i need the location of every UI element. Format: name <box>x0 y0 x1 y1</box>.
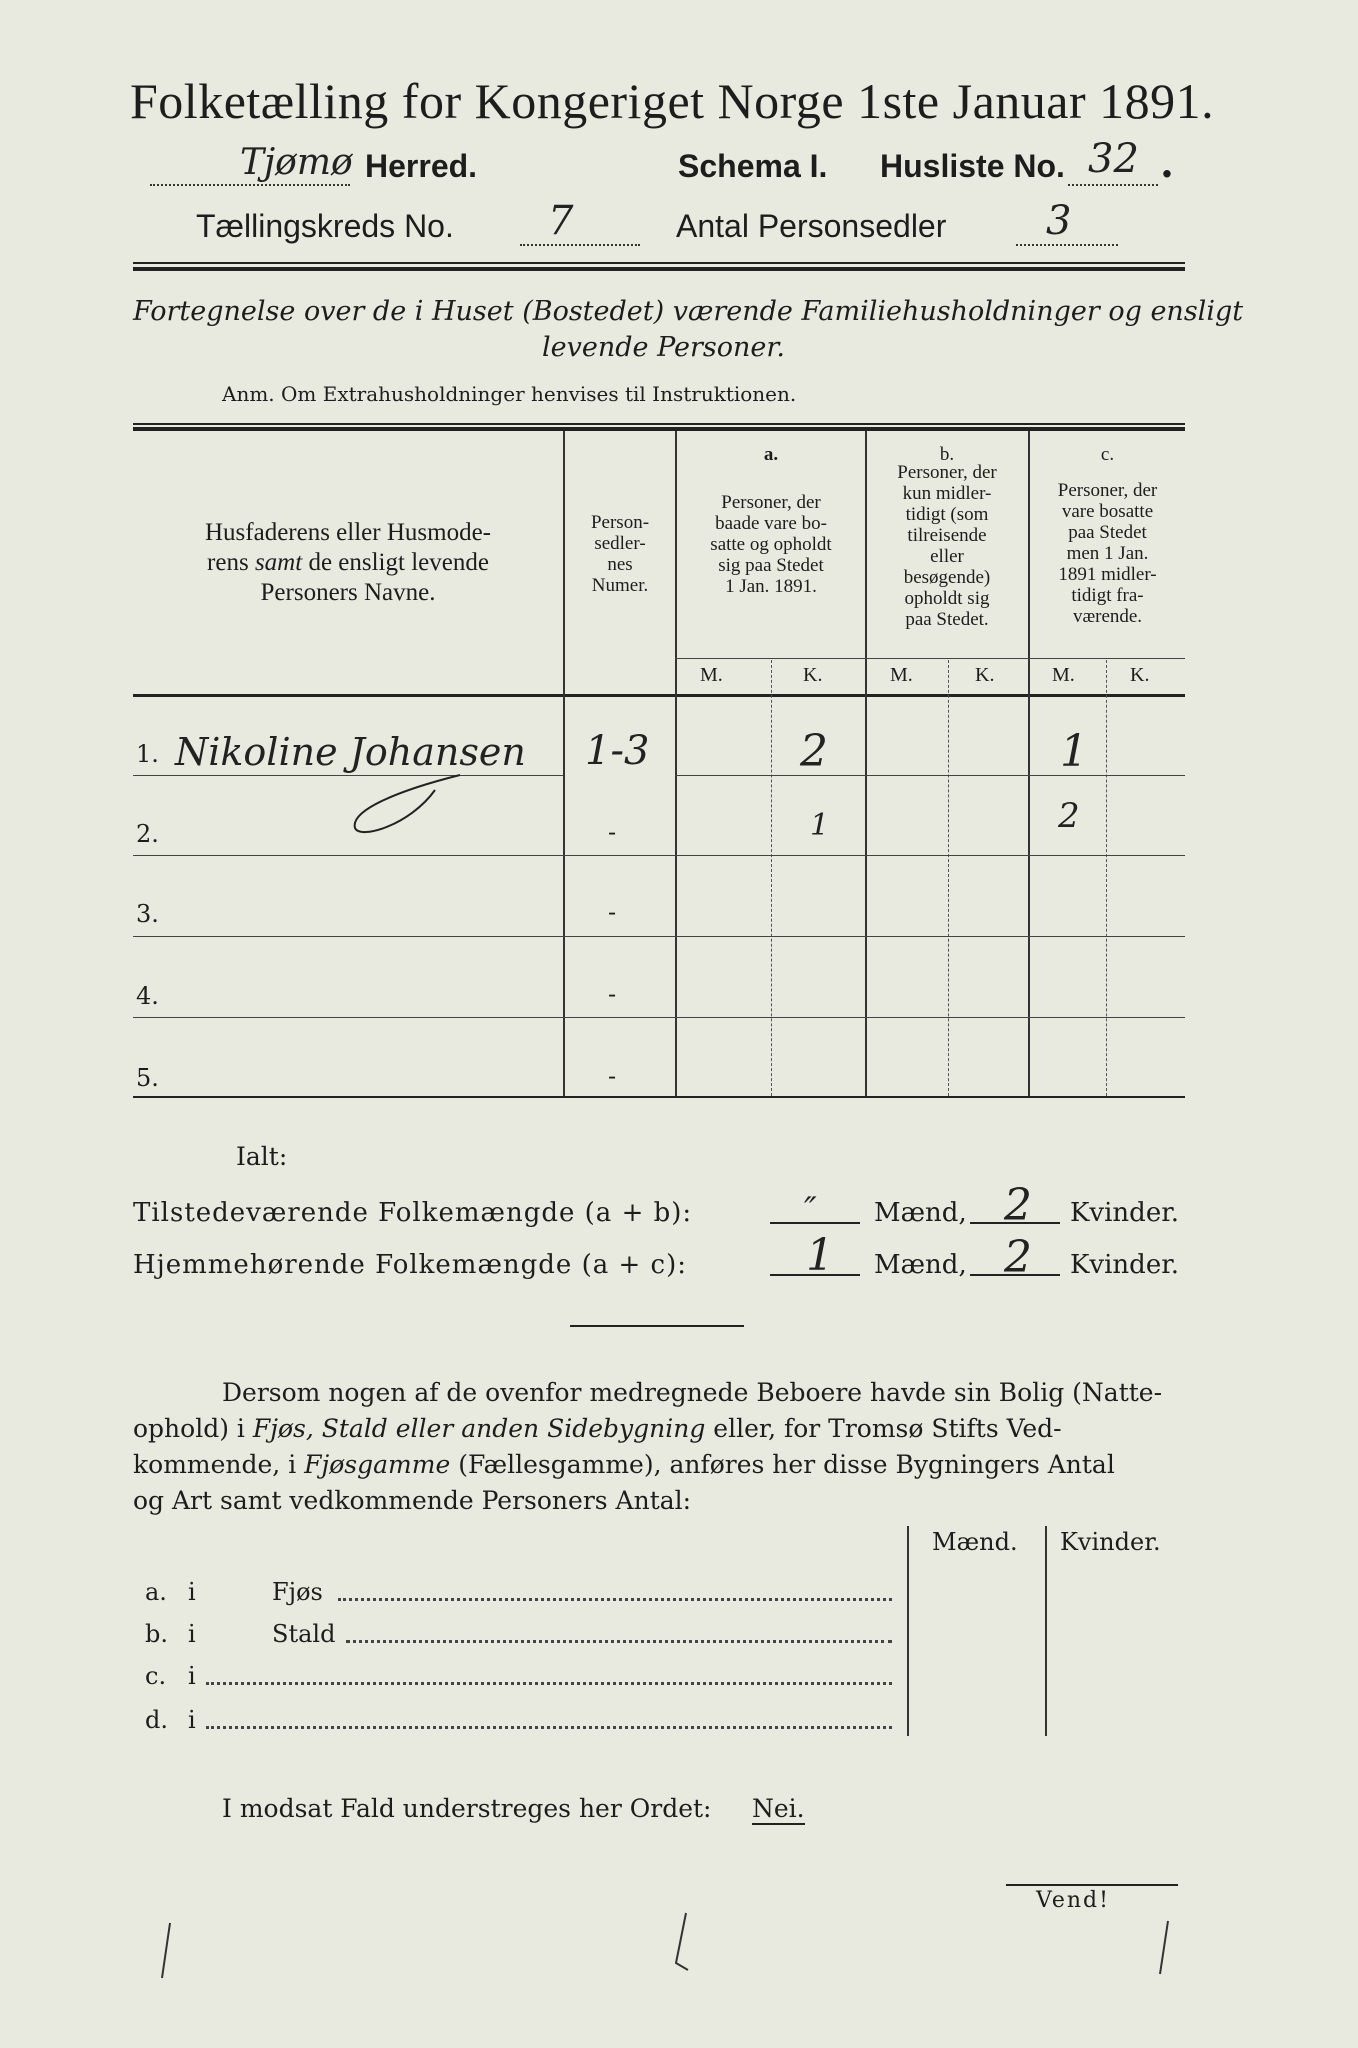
hjemme-m-value: 1 <box>806 1230 834 1281</box>
col-divider-b-mk <box>948 660 949 1096</box>
name-col-header <box>140 518 556 608</box>
antal-field[interactable] <box>1016 198 1118 246</box>
building-item-label: Fjøs <box>272 1578 323 1606</box>
modsat-word[interactable]: Nei. <box>752 1794 805 1823</box>
num-header-line: Numer. <box>591 575 649 596</box>
row-num: 1-3 <box>585 728 650 774</box>
building-item-letter: a. <box>145 1578 167 1606</box>
mk-header-top <box>675 658 1185 659</box>
name-col-header-line1: Husfaderens eller Husmode- <box>204 519 491 546</box>
a-header-line: 1 Jan. 1891. <box>725 576 817 597</box>
building-item-letter: d. <box>145 1706 168 1734</box>
c-header-line: Personer, der <box>1057 480 1158 501</box>
kreds-field[interactable] <box>520 198 640 246</box>
b-header-line: tidigt (som <box>905 504 989 525</box>
row-a-k: 2 <box>800 726 828 777</box>
herred-field[interactable] <box>150 142 353 186</box>
col-a-header <box>678 492 864 597</box>
b-header-line: opholdt sig <box>904 588 990 609</box>
a-k-label: K. <box>803 664 823 686</box>
building-item-dots[interactable] <box>206 1726 892 1729</box>
ialt-label: Ialt: <box>236 1142 288 1171</box>
kvinder-label: Kvinder. <box>1070 1198 1180 1228</box>
b-header-line: tilreisende <box>907 525 987 546</box>
col-divider-num <box>563 431 565 1096</box>
pen-mark <box>150 1918 180 1988</box>
col-divider-a-mk <box>771 660 772 1096</box>
b-m-label: M. <box>890 664 913 686</box>
building-item-dots[interactable] <box>206 1682 892 1685</box>
husliste-label: Husliste No. <box>880 148 1065 184</box>
col-divider-a <box>675 431 677 1096</box>
num-header-line: sedler- <box>594 533 646 554</box>
row-num: - <box>608 1062 617 1090</box>
building-item-label: Stald <box>272 1620 336 1648</box>
row-line <box>133 855 1185 856</box>
row-number: 5. <box>136 1064 159 1092</box>
tilstede-m-value: ″ <box>804 1190 817 1230</box>
signature-flourish <box>340 770 480 840</box>
modsat-label: I modsat Fald understreges her Ordet: <box>222 1794 712 1823</box>
vend-label: Vend! <box>1036 1888 1110 1913</box>
name-col-header-line3: Personers Navne. <box>260 579 436 606</box>
building-item-i: i <box>188 1578 196 1606</box>
b-header-line: paa Stedet. <box>905 609 989 630</box>
b-k-label: K. <box>975 664 995 686</box>
pen-mark <box>1150 1916 1180 1986</box>
c-header-line: 1891 midler- <box>1058 564 1157 585</box>
table-top-rule <box>133 423 1185 425</box>
maend-label: Mænd, <box>874 1250 967 1280</box>
herred-label: Herred. <box>365 148 478 184</box>
name-col-header-line2: rens samt de ensligt levende <box>207 549 489 576</box>
building-item-i: i <box>188 1662 196 1690</box>
antal-label: Antal Personsedler <box>676 208 947 244</box>
b-header-line: Personer, der <box>897 462 997 483</box>
kreds-label: Tællingskreds No. <box>196 208 454 244</box>
building-item-letter: b. <box>145 1620 168 1648</box>
row-line <box>133 1017 1185 1018</box>
buildings-para-line1: Dersom nogen af de ovenfor medregnede Beboere havde sin Bolig (Natte- <box>222 1378 1163 1407</box>
c-header-line: vare bosatte <box>1061 501 1154 522</box>
row-number: 1. <box>136 740 159 768</box>
kvinder-label: Kvinder. <box>1070 1250 1180 1280</box>
col-divider-c-mk <box>1106 660 1107 1096</box>
c-header-line: værende. <box>1072 606 1143 627</box>
row-line <box>133 936 1185 937</box>
col-a-letter: a. <box>763 444 779 465</box>
num-col-header <box>568 512 672 596</box>
col-c-letter: c. <box>1100 444 1115 465</box>
building-item-i: i <box>188 1706 196 1734</box>
top-rule-thick <box>133 267 1185 271</box>
row-line <box>675 775 1185 776</box>
a-header-line: Personer, der <box>721 492 821 513</box>
a-header-line: baade vare bo- <box>715 513 827 534</box>
building-item-dots[interactable] <box>346 1640 892 1643</box>
building-item-dots[interactable] <box>338 1598 892 1601</box>
vend-rule <box>1006 1884 1178 1886</box>
anm-note: Anm. Om Extrahusholdninger henvises til Instruktionen. <box>222 382 797 406</box>
col-b-header <box>867 462 1027 630</box>
husliste-dot: . <box>1160 140 1174 187</box>
tilstede-k-value: 2 <box>1004 1180 1032 1231</box>
maend-label: Mænd, <box>874 1198 967 1228</box>
pen-mark <box>666 1908 696 1978</box>
row-name: Nikoline Johansen <box>175 730 526 774</box>
husliste-field[interactable] <box>1068 136 1158 186</box>
row-c-m: 1 <box>1060 726 1088 777</box>
row-c-m: 2 <box>1058 796 1080 836</box>
c-k-label: K. <box>1130 664 1150 686</box>
row-a-k: 1 <box>810 808 830 843</box>
a-header-line: sig paa Stedet <box>718 555 824 576</box>
buildings-col-maend: Mænd. <box>932 1528 1018 1556</box>
c-header-line: tidigt fra- <box>1071 585 1144 606</box>
kreds-value: 7 <box>548 198 574 244</box>
buildings-para-line4: og Art samt vedkommende Personers Antal: <box>133 1486 692 1515</box>
buildings-col-divider1 <box>907 1526 909 1736</box>
table-bottom <box>133 1096 1185 1098</box>
row-number: 2. <box>136 820 159 848</box>
intro-line1: Fortegnelse over de i Huset (Bostedet) værende Familiehusholdninger og ensligt <box>133 296 1244 327</box>
b-header-line: eller <box>930 546 964 567</box>
buildings-para-line3: kommende, i Fjøsgamme (Fællesgamme), anføres her disse Bygningers Antal <box>133 1450 1115 1479</box>
a-header-line: satte og opholdt <box>710 534 832 555</box>
c-header-line: paa Stedet <box>1068 522 1147 543</box>
tilstede-label: Tilstedeværende Folkemængde (a + b): <box>133 1198 693 1228</box>
col-b-letter: b. <box>939 444 955 465</box>
row-number: 4. <box>136 982 159 1010</box>
row-num: - <box>608 818 617 846</box>
building-item-i: i <box>188 1620 196 1648</box>
separator <box>570 1325 744 1327</box>
husliste-value: 32 <box>1088 136 1139 182</box>
b-header-line: kun midler- <box>902 483 992 504</box>
herred-value: Tjømø <box>240 142 353 183</box>
hjemme-k-value: 2 <box>1004 1232 1032 1283</box>
intro-line2: levende Personer. <box>542 332 785 363</box>
hjemme-label: Hjemmehørende Folkemængde (a + c): <box>133 1250 687 1280</box>
form-title: Folketælling for Kongeriget Norge 1ste Januar 1891. <box>130 73 1215 129</box>
b-header-line: besøgende) <box>903 567 991 588</box>
a-m-label: M. <box>700 664 723 686</box>
buildings-col-kvinder: Kvinder. <box>1060 1528 1161 1556</box>
buildings-col-divider2 <box>1045 1526 1047 1736</box>
building-item-letter: c. <box>145 1662 167 1690</box>
row-num: - <box>608 898 617 926</box>
antal-value: 3 <box>1046 198 1072 244</box>
num-header-line: nes <box>607 554 633 575</box>
row-num: - <box>608 980 617 1008</box>
col-c-header <box>1030 480 1185 627</box>
c-header-line: men 1 Jan. <box>1066 543 1149 564</box>
schema-label: Schema I. <box>678 148 828 184</box>
c-m-label: M. <box>1052 664 1075 686</box>
num-header-line: Person- <box>590 512 650 533</box>
row-number: 3. <box>136 900 159 928</box>
buildings-para-line2: ophold) i Fjøs, Stald eller anden Sidebygning eller, for Tromsø Stifts Ved- <box>133 1414 1062 1443</box>
top-rule <box>133 262 1185 264</box>
